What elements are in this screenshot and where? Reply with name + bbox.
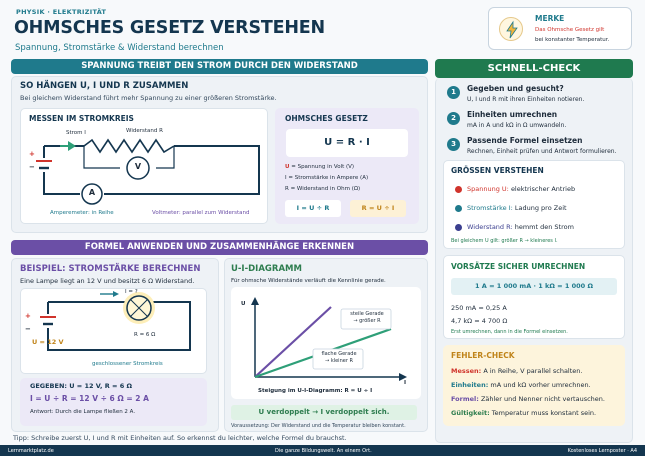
groessen-item-r: Widerstand R: hemmt den Strom bbox=[467, 223, 574, 231]
ui-diagram-svg bbox=[231, 287, 421, 399]
footer bbox=[0, 445, 645, 456]
step-2-text: mA in A und kΩ in Ω umwandeln. bbox=[467, 122, 567, 129]
groessen-item-u: Spannung U: elektrischer Antrieb bbox=[467, 185, 576, 193]
formula-i: I = U ÷ R bbox=[285, 200, 341, 217]
groessen-dot-i bbox=[455, 205, 462, 212]
example-title: BEISPIEL: STROMSTÄRKE BERECHNEN bbox=[20, 264, 201, 274]
section1-heading: SO HÄNGEN U, I UND R ZUSAMMEN bbox=[20, 81, 189, 91]
groessen-item-i: Stromstärke I: Ladung pro Zeit bbox=[467, 204, 567, 212]
step-2-title: Einheiten umrechnen bbox=[467, 110, 558, 119]
step-1-text: U, I und R mit ihren Einheiten notieren. bbox=[467, 96, 585, 103]
footer-right: Kostenloses Lernposter · A4 bbox=[567, 448, 637, 454]
fehler-item-gueltigkeit: Gültigkeit: Temperatur muss konstant sein. bbox=[451, 409, 597, 417]
step-2-number: 2 bbox=[447, 112, 460, 125]
calc-line: I = U ÷ R = 12 V ÷ 6 Ω = 2 A bbox=[30, 394, 149, 403]
merke-box bbox=[488, 7, 632, 50]
step-1-number: 1 bbox=[447, 86, 460, 99]
fehler-title: FEHLER-CHECK bbox=[451, 351, 515, 360]
merke-title: MERKE bbox=[535, 14, 565, 23]
battery-plus: + bbox=[29, 150, 35, 158]
measure-circuit-svg bbox=[24, 124, 264, 224]
lightning-icon bbox=[499, 17, 523, 41]
merke-line1: Das Ohmsche Gesetz gilt bbox=[535, 27, 605, 33]
axis-u-label: U bbox=[241, 301, 246, 307]
lamp-caption: geschlossener Stromkreis bbox=[92, 361, 163, 367]
lamp-i-label: I = ? bbox=[125, 289, 138, 295]
fehler-item-formel: Formel: Zähler und Nenner nicht vertauschen. bbox=[451, 395, 605, 403]
example-text: Eine Lampe liegt an 12 V und besitzt 6 Ω Widerstand. bbox=[20, 277, 195, 285]
label-current: Strom I bbox=[66, 130, 86, 136]
ammeter-label: A bbox=[88, 188, 96, 197]
groessen-note: Bei gleichem U gilt: größer R → kleineres I. bbox=[451, 238, 558, 244]
section1-intro: Bei gleichem Widerstand führt mehr Spannung zu einer größeren Stromstärke. bbox=[20, 94, 277, 102]
kicker: PHYSIK · ELEKTRIZITÄT bbox=[16, 8, 107, 16]
current-arrow-icon bbox=[68, 141, 76, 151]
groessen-dot-u bbox=[455, 186, 462, 193]
merke-line2: bei konstanter Temperatur. bbox=[535, 37, 610, 43]
formula-r: R = U ÷ I bbox=[350, 200, 406, 217]
voltmeter-label: V bbox=[134, 162, 142, 171]
footer-center: Die ganze Bildungswelt. An einem Ort. bbox=[275, 448, 372, 454]
tip-text: Tipp: Schreibe zuerst U, I und R mit Einheiten auf. So erkennst du leichter, welche Formel du brauchst. bbox=[13, 434, 347, 442]
law-title: OHMSCHES GESETZ bbox=[285, 114, 368, 123]
calc-given: GEGEBEN: U = 12 V, R = 6 Ω bbox=[30, 382, 133, 390]
axis-i-label: I bbox=[404, 380, 407, 386]
section2-band: FORMEL ANWENDEN UND ZUSAMMENHÄNGE ERKENNEN bbox=[11, 240, 428, 255]
label-resistor: Widerstand R bbox=[126, 128, 163, 134]
page-title: OHMSCHES GESETZ VERSTEHEN bbox=[14, 18, 325, 38]
circuit-title: MESSEN IM STROMKREIS bbox=[29, 114, 134, 123]
diagram-highlight: U verdoppelt → I verdoppelt sich. bbox=[231, 405, 417, 420]
def-u: U = Spannung in Volt (V) bbox=[285, 164, 355, 170]
vorsaetze-ex1: 250 mA = 0,25 A bbox=[451, 304, 507, 312]
step-3-number: 3 bbox=[447, 138, 460, 151]
vorsaetze-note: Erst umrechnen, dann in die Formel einsetzen. bbox=[451, 329, 568, 335]
fehler-item-messen: Messen: A in Reihe, V parallel schalten. bbox=[451, 367, 583, 375]
step-3-text: Rechnen, Einheit prüfen und Antwort formulieren. bbox=[467, 148, 617, 155]
battery-minus: − bbox=[29, 163, 35, 171]
footer-left: Lernmarktplatz.de bbox=[8, 448, 54, 454]
flat-label: flache Gerade → kleiner R bbox=[321, 351, 357, 364]
lamp-u-label: U = 12 V bbox=[32, 338, 64, 346]
diagram-text: Für ohmsche Widerstände verläuft die Kennlinie gerade. bbox=[231, 278, 386, 284]
fehler-item-einheiten: Einheiten: mA und kΩ vorher umrechnen. bbox=[451, 381, 591, 389]
vorsaetze-title: VORSÄTZE SICHER UMRECHNEN bbox=[451, 262, 586, 271]
vorsaetze-box: 1 A = 1 000 mA · 1 kΩ = 1 000 Ω bbox=[451, 278, 617, 295]
groessen-title: GRÖSSEN VERSTEHEN bbox=[451, 166, 544, 175]
section1-band: SPANNUNG TREIBT DEN STROM DURCH DEN WIDERSTAND bbox=[11, 59, 428, 74]
note-voltmeter: Voltmeter: parallel zum Widerstand bbox=[152, 210, 250, 216]
law-formula: U = R · I bbox=[286, 129, 408, 157]
groessen-dot-r bbox=[455, 224, 462, 231]
step-3-title: Passende Formel einsetzen bbox=[467, 136, 583, 145]
steep-label: steile Gerade → größer R bbox=[350, 311, 384, 324]
def-i: I = Stromstärke in Ampere (A) bbox=[285, 175, 369, 181]
page-subtitle: Spannung, Stromstärke & Widerstand berechnen bbox=[15, 43, 224, 53]
lamp-battery-plus: + bbox=[25, 312, 31, 320]
diagram-caption: Steigung im U-I-Diagramm: R = U ÷ I bbox=[258, 388, 373, 394]
sidebar-band: SCHNELL-CHECK bbox=[435, 59, 633, 78]
diagram-title: U-I-DIAGRAMM bbox=[231, 264, 302, 274]
calc-answer: Antwort: Durch die Lampe fließen 2 A. bbox=[30, 409, 136, 415]
diagram-note: Voraussetzung: Der Widerstand und die Temperatur bleiben konstant. bbox=[231, 423, 406, 429]
step-1-title: Gegeben und gesucht? bbox=[467, 84, 564, 93]
note-ammeter: Amperemeter: in Reihe bbox=[50, 210, 114, 216]
lamp-battery-minus: − bbox=[25, 325, 31, 333]
lamp-r-label: R = 6 Ω bbox=[134, 332, 156, 338]
vorsaetze-ex2: 4,7 kΩ = 4 700 Ω bbox=[451, 317, 508, 325]
def-r: R = Widerstand in Ohm (Ω) bbox=[285, 186, 361, 192]
